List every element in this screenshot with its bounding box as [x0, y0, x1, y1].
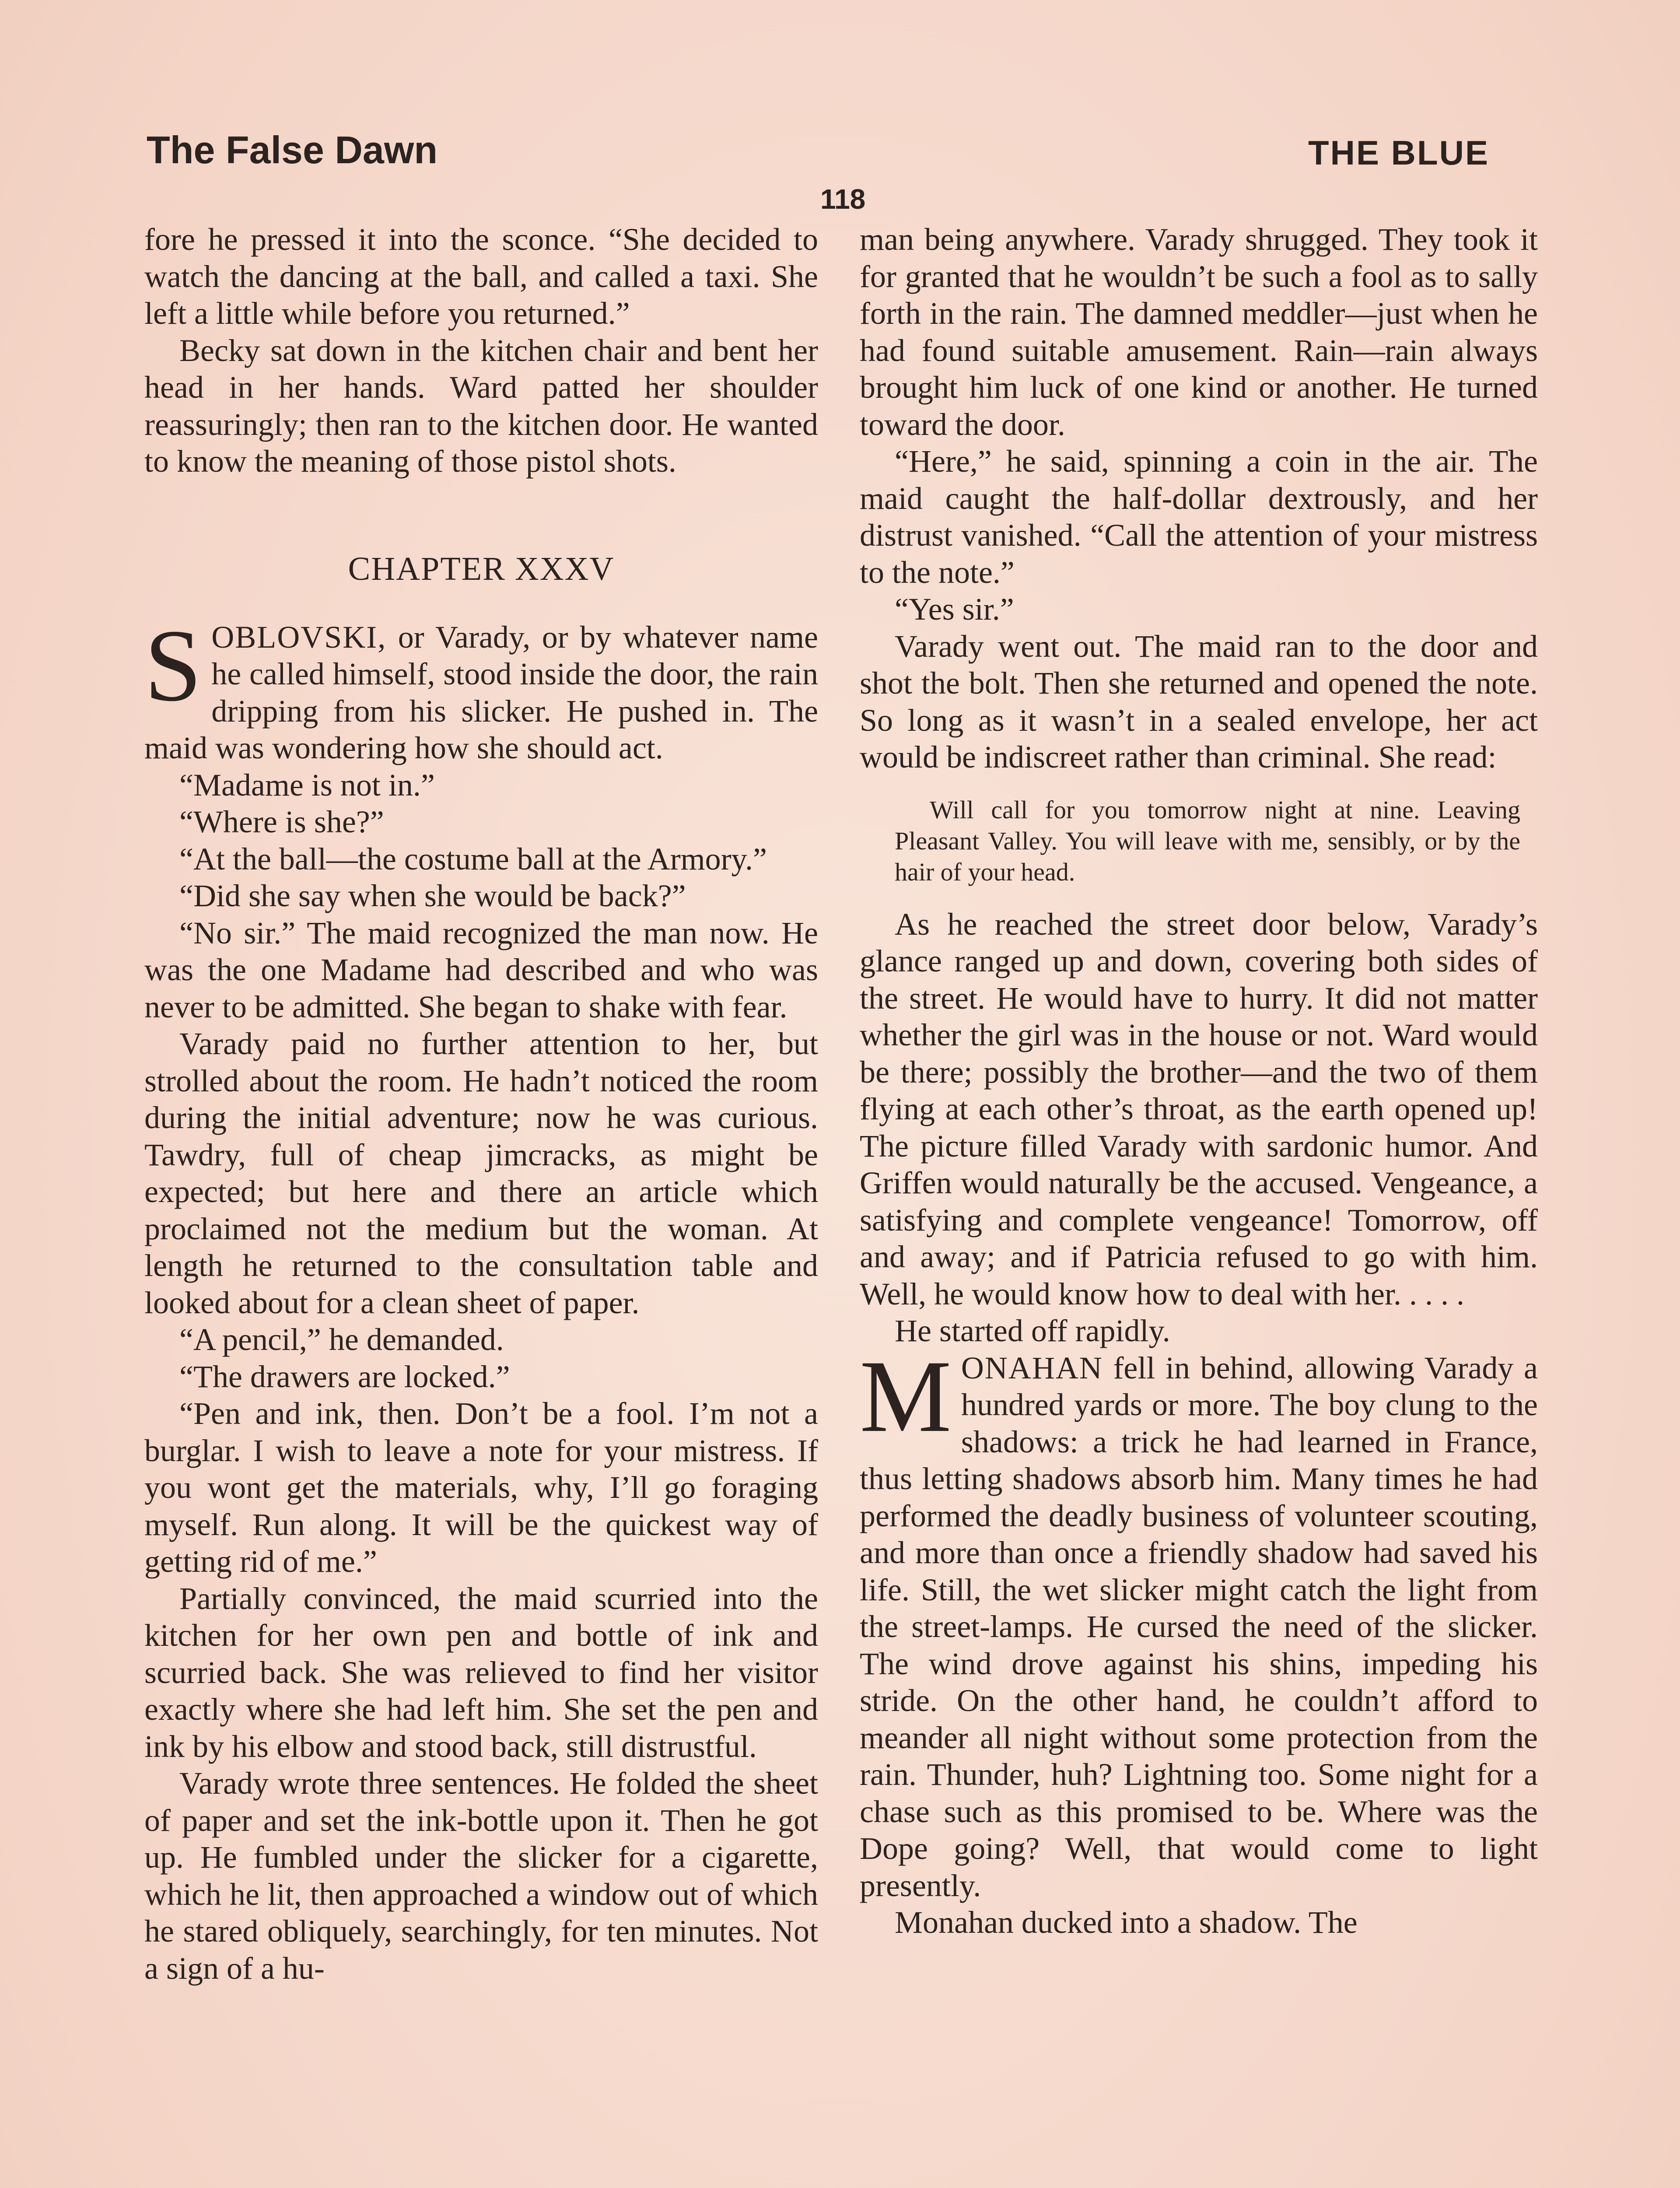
paragraph: “Pen and ink, then. Don’t be a fool. I’m not a burglar. I wish to leave a note for your mistress. If you wont get the materials, why, I’ll go foraging myself. Run along. It will be the quickest way of getting rid of me.”	[144, 1396, 818, 1579]
dialogue-line: “Madame is not in.”	[179, 767, 435, 803]
paragraph: As he reached the street door below, Varady’s glance ranged up and down, covering both sides of the street. He would have to hurry. It did not matter whether the girl was in the house or not. Ward would be there; possibly the brother—and the two of them flying at each other’s throat, as the earth opened up! The picture filled Varady with sardonic humor. And Griffen would naturally be the accused. Vengeance, a satisfying and complete vengeance! Tomorrow, off and away; and if Patricia refused to go with him. Well, he would know how to deal with her. . . . .	[860, 906, 1538, 1311]
paragraph-text: or Varady, or by whatever name he called himself, stood inside the door, the rain dripping from his slicker. He pushed in. The maid was wondering how she should act.	[144, 619, 818, 765]
paragraph: Becky sat down in the kitchen chair and bent her head in her hands. Ward patted her shoulder reassuringly; then ran to the kitchen door. He wanted to know the meaning of those pistol shots.	[144, 333, 818, 479]
paragraph: “No sir.” The maid recognized the man now. He was the one Madame had described and who was never to be admitted. She began to shake with fear.	[144, 915, 818, 1024]
chapter-heading: CHAPTER XXXV	[348, 550, 615, 587]
running-title-left: The False Dawn	[147, 128, 438, 172]
drop-cap: M	[860, 1339, 952, 1454]
paragraph: Varady paid no further attention to her, but strolled about the room. He hadn’t noticed the room during the initial adventure; now he was curious. Tawdry, full of cheap jimcracks, as might be expected; but here and there an article which proclaimed not the medium but the woman. At length he returned to the consultation table and looked about for a clean sheet of paper.	[144, 1026, 818, 1320]
paragraph: He started off rapidly.	[895, 1313, 1170, 1348]
page-number: 118	[820, 183, 866, 215]
dialogue-line: “Yes sir.”	[895, 592, 1014, 627]
right-column	[860, 221, 1538, 1941]
paragraph: Monahan ducked into a shadow. The	[895, 1905, 1358, 1940]
paragraph: Partially convinced, the maid scurried into the kitchen for her own pen and bottle of ink and scurried back. She was relieved to find her visitor exactly where she had left him. She set the pen and ink by his elbow and stood back, still distrustful.	[144, 1581, 818, 1764]
paragraph-with-dropcap	[860, 1339, 1538, 1904]
dialogue-line: “A pencil,” he demanded.	[179, 1322, 504, 1357]
running-title-right: THE BLUE	[1308, 133, 1489, 172]
paragraph: fore he pressed it into the sconce. “She decided to watch the dancing at the ball, and called a taxi. She left a little while before you returned.”	[144, 222, 818, 331]
paragraph: man being anywhere. Varady shrugged. They took it for granted that he wouldn’t be such a fool as to sally forth in the rain. The damned meddler—just when he had found suitable amusement. Rain—rain always brought him luck of one kind or another. He turned toward the door.	[860, 222, 1538, 442]
small-caps-lead: OBLOVSKI,	[211, 619, 387, 655]
paragraph: “Here,” he said, spinning a coin in the air. The maid caught the half-dollar dextrously, and her distrust vanished. “Call the attention of your mistress to the note.”	[860, 444, 1538, 590]
dialogue-line: “Did she say when she would be back?”	[179, 878, 686, 913]
dialogue-line: “The drawers are locked.”	[179, 1359, 510, 1394]
dialogue-line: “Where is she?”	[179, 804, 384, 839]
quoted-note: Will call for you tomorrow night at nine. Leaving Pleasant Valley. You will leave with me, sensibly, or by the hair of your head.	[895, 795, 1520, 886]
dialogue-line: “At the ball—the costume ball at the Armory.”	[179, 841, 767, 877]
paragraph: Varady wrote three sentences. He folded the sheet of paper and set the ink-bottle upon it. Then he got up. He fumbled under the slicker for a cigarette, which he lit, then approached a window out of which he stared obliquely, searchingly, for ten minutes. Not a sign of a hu-	[144, 1766, 818, 1986]
paragraph-with-dropcap	[144, 608, 818, 767]
paragraph: Varady went out. The maid ran to the door and shot the bolt. Then she returned and opened the note. So long as it wasn’t in a sealed envelope, her act would be indiscreet rather than criminal. She read:	[860, 628, 1538, 775]
drop-cap: S	[144, 608, 202, 723]
small-caps-lead: ONAHAN	[961, 1350, 1103, 1385]
left-column	[144, 221, 818, 1987]
paragraph-text: fell in behind, allowing Varady a hundred yards or more. The boy clung to the shadows: a trick he had learned in France, thus letting shadows absorb him. Many times he had performed the deadly business of volunteer scouting, and more than once a friendly shadow had saved his life. Still, the wet slicker might catch the light from the street-lamps. He cursed the need of the slicker. The wind drove against his shins, impeding his stride. On the other hand, he couldn’t afford to meander all night without some protection from the rain. Thunder, huh? Lightning too. Some night for a chase such as this promised to be. Where was the Dope going? Well, that would come to light presently.	[860, 1350, 1538, 1903]
